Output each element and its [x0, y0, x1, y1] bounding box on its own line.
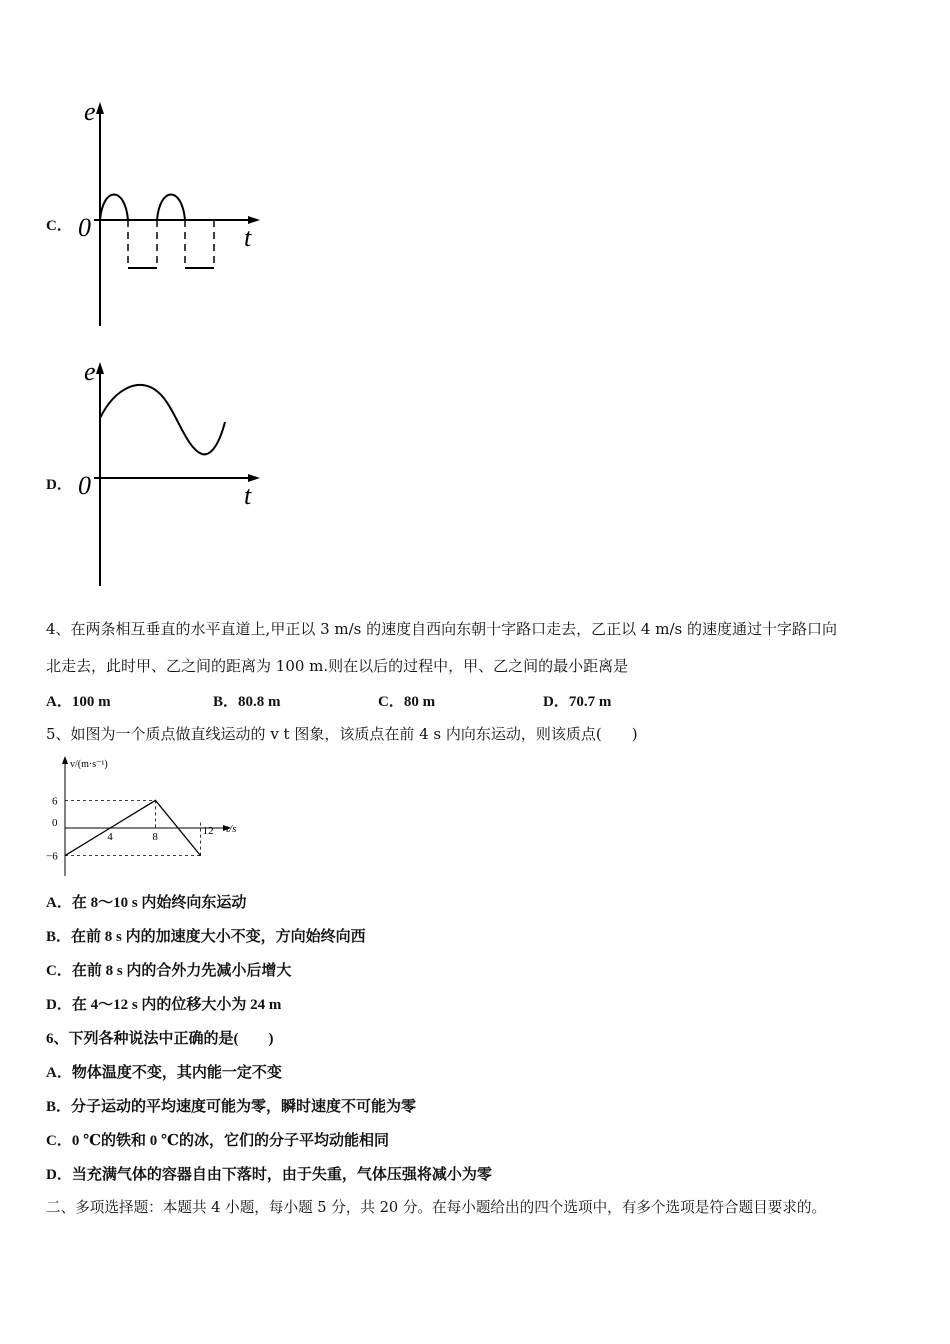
- q4-line-1: 4、在两条相互垂直的水平直道上,甲正以 3 m/s 的速度自西向东朝十字路口走去，乙正以 4 m/s 的速度通过十字路口向: [46, 620, 837, 638]
- vt-xlabel: t/s: [226, 823, 237, 835]
- q5-option-a: A．在 8～10 s 内始终向东运动: [46, 895, 247, 911]
- half-wave-2: [157, 195, 185, 221]
- q6-option-c: C．0 ℃的铁和 0 ℃的冰，它们的分子平均动能相同: [46, 1133, 390, 1149]
- q6-option-d: D．当充满气体的容器自由下落时，由于失重，气体压强将减小为零: [46, 1167, 492, 1183]
- y-tick-minus6: −6: [46, 850, 58, 863]
- q4-option-b: B．80.8 m: [213, 694, 281, 710]
- x-axis-label: t: [244, 481, 252, 510]
- y-tick-0: 0: [52, 817, 58, 829]
- q6-option-b: B．分子运动的平均速度可能为零，瞬时速度不可能为零: [46, 1099, 417, 1115]
- y-axis-arrow: [96, 102, 104, 114]
- q5-option-b: B．在前 8 s 内的加速度大小不变，方向始终向西: [46, 929, 366, 945]
- half-wave-1: [100, 195, 128, 221]
- x-axis-label: t: [244, 223, 252, 252]
- section-2-heading: 二、多项选择题：本题共 4 小题，每小题 5 分，共 20 分。在每小题给出的四个选项中，有多个选项是符合题目要求的。: [46, 1199, 827, 1216]
- q5-option-d: D．在 4～12 s 内的位移大小为 24 m: [46, 997, 282, 1013]
- x-tick-4: 4: [107, 831, 113, 843]
- q4-line-2: 北走去，此时甲、乙之间的距离为 100 m.则在以后的过程中，甲、乙之间的最小距离是: [46, 657, 629, 675]
- q6-option-a: A．物体温度不变，其内能一定不变: [46, 1065, 282, 1081]
- option-d-graph: [70, 356, 270, 591]
- q5-option-c: C．在前 8 s 内的合外力先减小后增大: [46, 963, 292, 979]
- vt-chart: [40, 752, 255, 882]
- q5-stem: 5、如图为一个质点做直线运动的 v t 图象，该质点在前 4 s 内向东运动，则该质点( ): [46, 725, 638, 743]
- origin-label: 0: [78, 213, 91, 242]
- y-tick-6: 6: [52, 795, 58, 808]
- y-axis-label: e: [84, 357, 96, 386]
- option-c-label: C．: [46, 218, 72, 234]
- x-tick-12: 12: [202, 825, 214, 837]
- option-c-graph: [70, 96, 270, 331]
- vt-ylabel: v/(m·s⁻¹): [70, 759, 108, 770]
- q6-stem: 6、下列各种说法中正确的是( ): [46, 1031, 274, 1047]
- q4-option-a: A．100 m: [46, 694, 111, 710]
- q4-option-c: C．80 m: [378, 694, 436, 710]
- y-axis-label: e: [84, 97, 96, 126]
- q4-option-d: D．70.7 m: [543, 694, 612, 710]
- y-axis-arrow: [96, 362, 104, 374]
- x-tick-8: 8: [152, 831, 158, 843]
- origin-label: 0: [78, 471, 91, 500]
- vt-y-arrow: [62, 756, 68, 764]
- sine-curve: [100, 385, 225, 454]
- option-d-label: D．: [46, 477, 72, 493]
